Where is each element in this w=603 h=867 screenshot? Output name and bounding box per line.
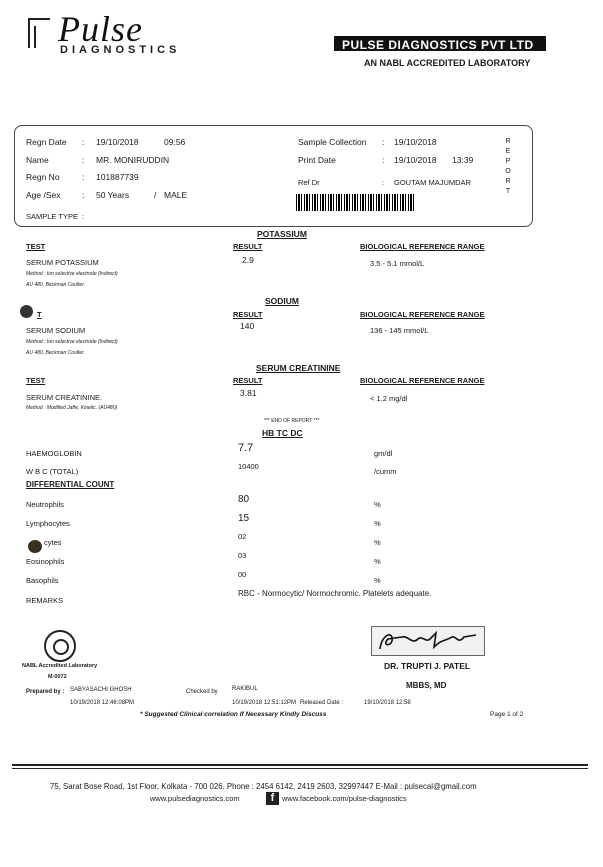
potassium-result: 2.9 (242, 255, 254, 265)
sample-collection: 19/10/2018 (394, 137, 437, 147)
doctor-name: DR. TRUPTI J. PATEL (384, 661, 471, 671)
colon: : (82, 155, 85, 165)
sex: MALE (164, 190, 188, 200)
print-date-label: Print Date (298, 155, 336, 165)
differential-count-label: DIFFERENTIAL COUNT (26, 480, 115, 489)
colon: : (82, 190, 85, 200)
regn-date-label: Regn Date (26, 137, 67, 147)
colon: : (82, 172, 85, 182)
monocytes-label: cytes (44, 538, 62, 547)
age-sex-label: Age /Sex (26, 190, 61, 200)
logo-brand: Pulse (58, 9, 143, 49)
company-tagline: AN NABL ACCREDITED LABORATORY (364, 58, 531, 68)
lymphocytes-label: Lymphocytes (26, 519, 70, 528)
end-of-report: *** END OF REPORT *** (264, 418, 320, 424)
eosinophils-label: Eosinophils (26, 557, 65, 566)
report-letter: E (505, 148, 511, 155)
footer-rule (12, 768, 588, 769)
wbc-value: 10400 (238, 462, 259, 471)
name-label: Name (26, 155, 49, 165)
doctor-degree: MBBS, MD (406, 681, 447, 690)
potassium-range: 3.5 - 5.1 mmol/L (370, 259, 425, 268)
checked-time: 10/19/2018 12:51:12PM (232, 700, 297, 706)
nabl-seal-icon (44, 630, 76, 662)
regn-no-label: Regn No (26, 172, 60, 182)
lymphocytes-unit: % (374, 519, 381, 528)
checked-label: Checked by (186, 689, 218, 695)
sodium-result: 140 (240, 321, 255, 331)
creatinine-range: < 1.2 mg/dl (370, 394, 408, 403)
colon: : (382, 178, 385, 187)
report-letter: T (505, 188, 511, 195)
logo-subtitle: DIAGNOSTICS (60, 44, 181, 56)
facebook-icon: f (266, 792, 279, 805)
logo-mark (34, 26, 36, 48)
patient-info-box (14, 125, 533, 227)
regn-time: 09:56 (164, 137, 186, 147)
test-header: TEST (26, 376, 46, 385)
test-header: TEST (26, 242, 46, 251)
wbc-label: W B C (TOTAL) (26, 467, 79, 476)
monocytes-value: 02 (238, 532, 247, 541)
colon: : (82, 137, 85, 147)
sex-separator: / (154, 190, 157, 200)
haemoglobin-label: HAEMOGLOBIN (26, 449, 82, 458)
sample-type-label: SAMPLE TYPE (26, 212, 78, 221)
ref-dr-label: Ref Dr (298, 178, 320, 187)
ink-spot (20, 305, 33, 318)
print-date: 19/10/2018 (394, 155, 437, 165)
basophils-label: Basophils (26, 576, 59, 585)
footer-rule (12, 764, 588, 766)
range-header: BIOLOGICAL REFERENCE RANGE (360, 242, 485, 251)
basophils-value: 00 (238, 570, 247, 579)
eosinophils-unit: % (374, 557, 381, 566)
haemoglobin-value: 7.7 (238, 442, 254, 454)
hbtcdc-title: HB TC DC (262, 428, 303, 438)
page-number: Page 1 of 2 (490, 711, 524, 718)
potassium-test: SERUM POTASSIUM (26, 258, 99, 267)
result-header: RESULT (233, 242, 263, 251)
potassium-instrument: AU 480, Beckman Coulter. (26, 282, 86, 288)
neutrophils-value: 80 (238, 494, 250, 505)
report-letter: P (505, 158, 511, 165)
result-header: RESULT (233, 310, 263, 319)
clinical-note: * Suggested Clinical correlation If Necessary Kindly Discuss (140, 711, 327, 718)
report-letter: R (505, 138, 511, 145)
neutrophils-unit: % (374, 500, 381, 509)
creatinine-method: Method : Modified Jaffe, Kinetic. (AU480) (26, 405, 118, 411)
potassium-title: POTASSIUM (257, 229, 307, 239)
barcode (296, 194, 416, 211)
creatinine-title: SERUM CREATININE (256, 363, 341, 373)
colon: : (382, 155, 385, 165)
sample-collection-label: Sample Collection (298, 137, 367, 147)
prepared-by: SABYASACHI GHOSH (70, 687, 132, 693)
website: www.pulsediagnostics.com (150, 794, 240, 803)
facebook-link: www.facebook.com/pulse-diagnostics (282, 794, 407, 803)
address: 75, Sarat Bose Road, 1st Floor, Kolkata - 700 026. Phone : 2454 6142, 2419 2603, 32997447 E-Mail : pulsecal@gmail.com (50, 781, 477, 791)
colon: : (82, 212, 85, 221)
colon: : (382, 137, 385, 147)
result-header: RESULT (233, 376, 263, 385)
test-header: T (37, 310, 42, 319)
doctor-signature (371, 626, 485, 656)
range-header: BIOLOGICAL REFERENCE RANGE (360, 310, 485, 319)
report-letter: O (505, 168, 511, 175)
prepared-label: Prepared by : (26, 689, 65, 695)
potassium-method: Method : Ion selective electrode (Indirect) (26, 271, 118, 277)
wbc-unit: /cumm (374, 467, 397, 476)
checked-by: RAKIBUL (232, 686, 258, 692)
sodium-instrument: AU 480, Beckman Coulter. (26, 350, 86, 356)
regn-date: 19/10/2018 (96, 137, 139, 147)
ink-spot (28, 540, 42, 553)
prepared-time: 10/19/2018 12:46:08PM (70, 700, 135, 706)
remarks-label: REMARKS (26, 596, 64, 605)
released-date: 19/10/2018 12:58 (364, 700, 411, 706)
neutrophils-label: Neutrophils (26, 500, 64, 509)
patient-name: MR. MONIRUDDIN (96, 155, 170, 165)
nabl-label: NABL Accredited Laboratory (22, 663, 98, 669)
sodium-title: SODIUM (265, 296, 299, 306)
sodium-range: 136 - 145 mmol/L (370, 326, 429, 335)
nabl-number: M-0072 (48, 674, 67, 680)
creatinine-test: SERUM CREATININE. (26, 393, 103, 402)
report-letter: R (505, 178, 511, 185)
released-label: Released Date : (300, 700, 344, 706)
ref-dr: GOUTAM MAJUMDAR (394, 178, 471, 187)
creatinine-result: 3.81 (240, 388, 257, 398)
eosinophils-value: 03 (238, 551, 247, 560)
sodium-method: Method : Ion selective electrode (Indirect) (26, 339, 118, 345)
remarks: RBC - Normocytic/ Normochromic. Platelets adequate. (238, 589, 432, 598)
signature-icon (372, 627, 484, 655)
basophils-unit: % (374, 576, 381, 585)
company-name: PULSE DIAGNOSTICS PVT LTD (334, 36, 546, 51)
report-vertical (503, 137, 513, 197)
range-header: BIOLOGICAL REFERENCE RANGE (360, 376, 485, 385)
regn-no: 101887739 (96, 172, 139, 182)
logo (26, 4, 186, 56)
sodium-test: SERUM SODIUM (26, 326, 86, 335)
lymphocytes-value: 15 (238, 513, 250, 524)
monocytes-unit: % (374, 538, 381, 547)
logo-mark (28, 18, 30, 48)
haemoglobin-unit: gm/dl (374, 449, 393, 458)
print-time: 13:39 (452, 155, 474, 165)
age: 50 Years (96, 190, 130, 200)
logo-mark (28, 18, 50, 20)
